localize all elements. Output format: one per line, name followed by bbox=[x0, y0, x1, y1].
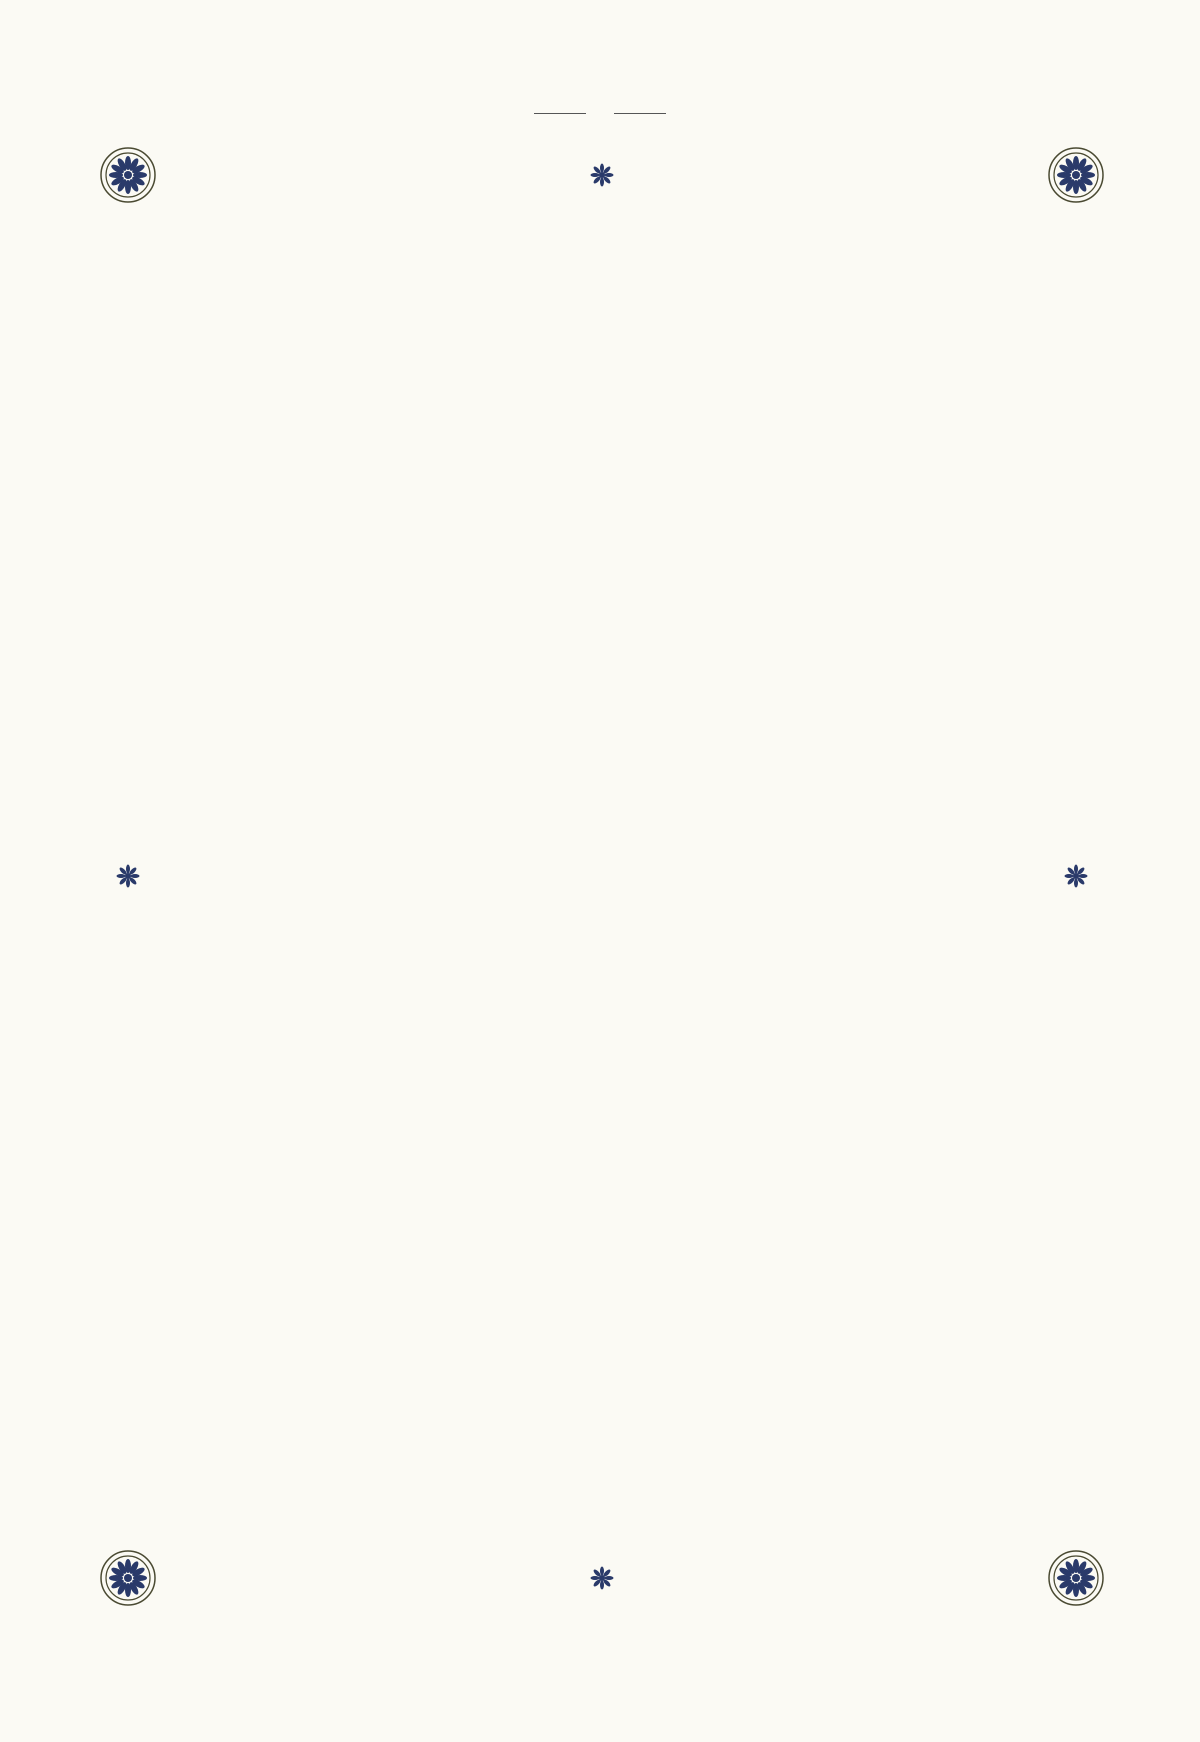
corner-rosettes bbox=[101, 148, 1103, 1605]
mid-rosettes bbox=[117, 164, 1088, 1590]
corner-rosette-icon bbox=[1049, 148, 1103, 202]
corner-rosette-icon bbox=[101, 148, 155, 202]
mid-rosette-icon bbox=[117, 865, 140, 888]
mid-rosette-icon bbox=[1065, 865, 1088, 888]
corner-rosette-icon bbox=[101, 1551, 155, 1605]
mid-rosette-icon bbox=[591, 164, 614, 187]
mid-rosette-icon bbox=[591, 1567, 614, 1590]
corner-rosette-icon bbox=[1049, 1551, 1103, 1605]
